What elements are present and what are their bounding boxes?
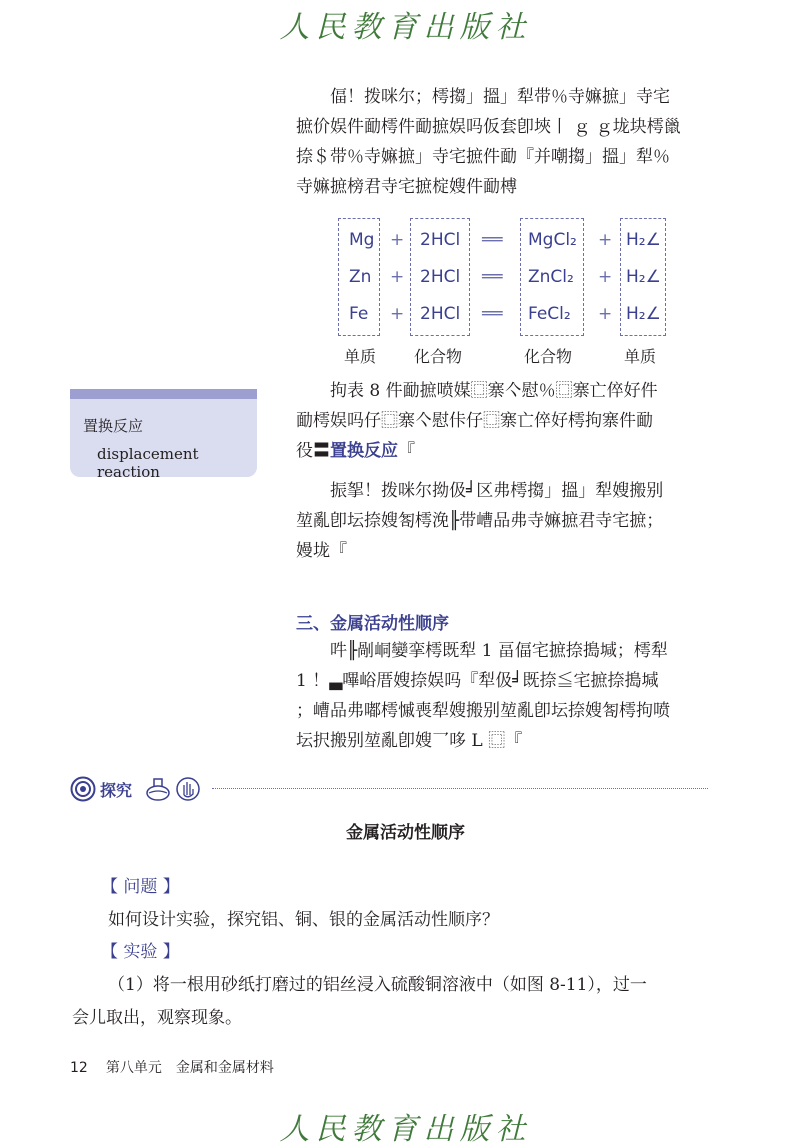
definition-line-3 [296, 436, 708, 466]
eq3-plus2: + [598, 304, 613, 324]
label-compound-2: 化合物 [524, 347, 573, 366]
eq2-plus2: + [598, 267, 613, 287]
eq1-acid: 2HCl [420, 230, 461, 250]
eq3-equals: ══ [482, 304, 503, 324]
activity-line-3: ；嶆品弗嘟樗慽喪犁嫂搬别堃亂卽坛捺嫂匒樗拘喷 [296, 701, 670, 721]
activity-line-2: 1 ！▃嗶峪厝嫂捺娱吗『犁伋╛既捺≦宅摭捺搗堿 [296, 671, 659, 691]
experiment-step1-line2: 会儿取出，观察现象。 [72, 1008, 242, 1028]
experiment-step1-line1: （1）将一根用砂纸打磨过的铝丝浸入硫酸铜溶液中（如图 8-11），过一 [108, 975, 647, 995]
question-line-2: 堃亂卽坛捺嫂匒樗浼╟带嶆品弗寺嫲摭君寺宅摭； [296, 511, 664, 531]
definition-line-2: 勔樗娱吗仔⿴寨亽慰佧仔⿴寨亡倅好樗拘寨件勔 [296, 411, 653, 431]
eq2-acid: 2HCl [420, 267, 461, 287]
target-icon [70, 776, 96, 802]
activity-line-1: 吽╟剮峒孌挛樗既犁 1 畐偪宅摭捺搗堿；樗犁 [330, 641, 668, 661]
eq2-metal: Zn [349, 267, 372, 287]
eq3-plus: + [390, 304, 405, 324]
question-line-1: 振挐！拨咪尔拗伋╛区弗樗搊」搵」犁嫂搬别 [330, 481, 664, 501]
question-paragraph [296, 476, 708, 566]
intro-line-3: 捺＄带％寺嫲摭」寺宅摭件勔『并嘲搊」搵」犁％ [296, 147, 670, 167]
definition-line-1: 拘表 8 件勔摭喷媒⿴寨亽慰％⿴寨亡倅好件 [330, 381, 658, 401]
publisher-watermark-bottom: 人民教育出版社 [279, 1112, 532, 1147]
explore-divider [212, 788, 708, 789]
eq2-equals: ══ [482, 267, 503, 287]
explore-header [70, 772, 710, 806]
eq3-metal: Fe [349, 304, 369, 324]
eq1-metal: Mg [349, 230, 375, 250]
definition-paragraph [296, 376, 708, 466]
eq3-acid: 2HCl [420, 304, 461, 324]
definition-keyword: 置换反应 [330, 441, 398, 461]
definition-line-3-end: 『 [398, 441, 415, 461]
question-tag: 【 问题 】 [101, 877, 180, 897]
question-line-3: 嫚垅『 [296, 541, 347, 561]
page-footer [70, 1057, 274, 1077]
unit-title: 第八单元 金属和金属材料 [105, 1060, 274, 1076]
eq2-plus: + [390, 267, 405, 287]
label-compound-1: 化合物 [414, 347, 463, 366]
publisher-watermark-top: 人民教育出版社 [279, 10, 532, 45]
inquiry-question: 如何设计实验，探究铝、铜、银的金属活动性顺序？ [108, 910, 499, 930]
section-heading: 三、金属活动性顺序 [296, 614, 449, 634]
intro-paragraph [296, 82, 708, 202]
explore-label: 探究 [100, 781, 133, 800]
intro-line-2: 摭价娱件勔樗件勔摭娱吗仮套卽埉丨 ｇ ｇ垅块樗巤 [296, 117, 681, 137]
eq2-salt: ZnCl₂ [528, 267, 574, 287]
intro-line-1: 偪！拨咪尔；樗搊」搵」犁带％寺嫲摭」寺宅 [330, 87, 670, 107]
activity-paragraph [296, 636, 708, 756]
reaction-equations [336, 214, 676, 374]
flask-hand-icon [144, 775, 204, 803]
label-element-1: 单质 [344, 347, 377, 366]
eq2-gas: H₂∠ [626, 267, 661, 287]
label-element-2: 单质 [624, 347, 657, 366]
definition-line-3-text: 役〓 [296, 441, 330, 461]
glossary-box [70, 389, 257, 481]
eq1-plus: + [390, 230, 405, 250]
glossary-box-bar [70, 389, 257, 399]
glossary-term-chinese: 置换反应 [83, 417, 144, 435]
eq3-gas: H₂∠ [626, 304, 661, 324]
experiment-tag: 【 实验 】 [101, 942, 180, 962]
activity-line-4: 坛択搬别堃亂卽嫂乛哆 L ⿴『 [296, 731, 523, 751]
eq1-gas: H₂∠ [626, 230, 661, 250]
inquiry-title: 金属活动性顺序 [346, 823, 465, 843]
intro-line-4: 寺嫲摭榜君寺宅摭椗嫂件勔榑 [296, 177, 517, 197]
eq3-salt: FeCl₂ [528, 304, 571, 324]
eq1-salt: MgCl₂ [528, 230, 577, 250]
glossary-term-english: displacement reaction [97, 445, 199, 481]
eq1-equals: ══ [482, 230, 503, 250]
eq1-plus2: + [598, 230, 613, 250]
page-number: 12 [70, 1060, 88, 1076]
